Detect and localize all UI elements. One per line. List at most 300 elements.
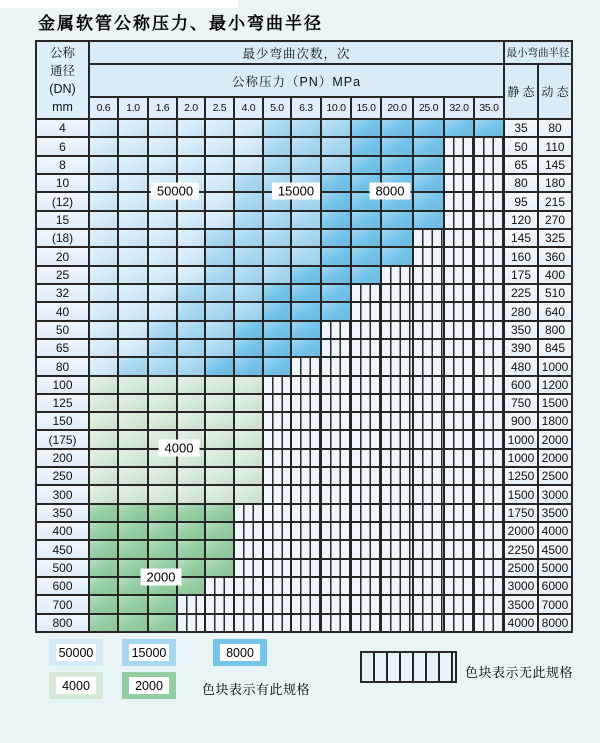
pressure-cell-z15000 — [322, 157, 350, 173]
legend-block-label: 4000 — [56, 677, 96, 694]
pressure-cell-z2000 — [119, 505, 147, 521]
pressure-cell-z4000 — [206, 377, 233, 393]
pressure-cell-no-spec — [352, 486, 380, 503]
dn-cell: (12) — [37, 193, 88, 210]
pressure-cell-no-spec — [445, 193, 473, 210]
pressure-cell-z50000 — [235, 157, 262, 173]
bend-cycles-header: 最少弯曲次数，次 — [90, 42, 503, 63]
pressure-cell-z8000 — [264, 303, 290, 320]
pressure-cell-z2000 — [149, 523, 176, 539]
pressure-cell-no-spec — [264, 431, 290, 448]
pressure-cell-z50000 — [149, 285, 176, 301]
pressure-cell-no-spec — [475, 138, 503, 155]
pressure-cell-z15000 — [206, 340, 233, 356]
pressure-cell-z4000 — [90, 468, 117, 484]
dn-cell: 65 — [37, 340, 88, 356]
pressure-cell-z2000 — [149, 596, 176, 613]
dynamic-value-cell: 3000 — [539, 486, 571, 503]
pressure-cell-z15000 — [292, 120, 320, 136]
pressure-cell-no-spec — [475, 596, 503, 613]
pressure-cell-no-spec — [322, 450, 350, 466]
pressure-cell-no-spec — [475, 285, 503, 301]
pressure-cell-no-spec — [292, 413, 320, 429]
pressure-col-1.6: 1.6 — [149, 98, 176, 118]
pressure-cell-z2000 — [90, 578, 117, 594]
pressure-cell-z4000 — [149, 377, 176, 393]
pressure-cell-no-spec — [292, 450, 320, 466]
pressure-cell-z50000 — [119, 175, 147, 191]
pressure-cell-z15000 — [178, 358, 204, 375]
pressure-cell-no-spec — [382, 377, 412, 393]
pressure-cell-z50000 — [119, 248, 147, 265]
pressure-cell-no-spec — [322, 505, 350, 521]
pressure-cell-z8000 — [352, 248, 380, 265]
pressure-cell-z2000 — [178, 578, 204, 594]
pressure-cell-no-spec — [352, 285, 380, 301]
pressure-cell-z8000 — [264, 285, 290, 301]
pressure-cell-z8000 — [352, 157, 380, 173]
dynamic-value-cell: 360 — [539, 248, 571, 265]
pressure-cell-z8000 — [292, 322, 320, 338]
pressure-cell-z50000 — [119, 212, 147, 228]
pressure-cell-z15000 — [292, 212, 320, 228]
pressure-cell-no-spec — [475, 505, 503, 521]
pressure-cell-z15000 — [119, 358, 147, 375]
pressure-cell-no-spec — [322, 541, 350, 558]
dynamic-value-cell: 4000 — [539, 523, 571, 539]
pressure-cell-z50000 — [90, 120, 117, 136]
dn-cell: 300 — [37, 486, 88, 503]
pressure-cell-no-spec — [445, 340, 473, 356]
pressure-cell-z8000 — [352, 120, 380, 136]
pressure-cell-no-spec — [235, 560, 262, 576]
pressure-cell-no-spec — [445, 450, 473, 466]
pressure-cell-z15000 — [292, 157, 320, 173]
pressure-cell-no-spec — [235, 578, 262, 594]
pressure-cell-z8000 — [352, 138, 380, 155]
pressure-cell-z50000 — [119, 138, 147, 155]
dn-cell: 800 — [37, 615, 88, 631]
pressure-cell-no-spec — [382, 505, 412, 521]
pressure-cell-z2000 — [90, 541, 117, 558]
pressure-cell-no-spec — [475, 615, 503, 631]
pressure-cell-z50000 — [119, 285, 147, 301]
dynamic-value-cell: 845 — [539, 340, 571, 356]
pressure-cell-z4000 — [206, 413, 233, 429]
pressure-cell-z8000 — [235, 340, 262, 356]
pressure-cell-z50000 — [178, 120, 204, 136]
dynamic-value-cell: 3500 — [539, 505, 571, 521]
pressure-cell-z4000 — [149, 468, 176, 484]
pressure-cell-z8000 — [322, 285, 350, 301]
pressure-cell-no-spec — [292, 541, 320, 558]
pressure-cell-z8000 — [382, 138, 412, 155]
pressure-cell-z8000 — [264, 322, 290, 338]
pressure-cell-z4000 — [206, 431, 233, 448]
legend-block-50000 — [49, 639, 103, 666]
pressure-cell-z8000 — [264, 358, 290, 375]
pressure-cell-no-spec — [414, 285, 443, 301]
pressure-cell-no-spec — [445, 578, 473, 594]
pressure-cell-z8000 — [322, 175, 350, 191]
pressure-cell-no-spec — [352, 596, 380, 613]
pressure-cell-z50000 — [90, 175, 117, 191]
pressure-cell-no-spec — [475, 395, 503, 411]
pressure-cell-no-spec — [382, 486, 412, 503]
pressure-cell-z50000 — [119, 193, 147, 210]
pressure-cell-no-spec — [322, 468, 350, 484]
pressure-cell-z2000 — [178, 523, 204, 539]
pressure-cell-z50000 — [149, 230, 176, 246]
pressure-cell-no-spec — [414, 248, 443, 265]
static-value-cell: 350 — [505, 322, 537, 338]
pressure-cell-z50000 — [119, 322, 147, 338]
legend-block-2000 — [122, 672, 176, 699]
pressure-cell-no-spec — [352, 615, 380, 631]
static-value-cell: 1000 — [505, 450, 537, 466]
pressure-cell-no-spec — [264, 578, 290, 594]
pressure-cell-z4000 — [178, 486, 204, 503]
pressure-cell-no-spec — [382, 615, 412, 631]
pressure-cell-no-spec — [414, 358, 443, 375]
pressure-cell-z15000 — [235, 303, 262, 320]
dynamic-value-cell: 180 — [539, 175, 571, 191]
dn-cell: 50 — [37, 322, 88, 338]
pressure-cell-no-spec — [414, 468, 443, 484]
pressure-cell-z8000 — [414, 175, 443, 191]
dn-cell: 32 — [37, 285, 88, 301]
pressure-cell-z8000 — [322, 230, 350, 246]
pressure-cell-z8000 — [414, 138, 443, 155]
pressure-cell-z2000 — [90, 560, 117, 576]
pressure-cell-no-spec — [382, 322, 412, 338]
pressure-cell-z8000 — [322, 212, 350, 228]
pressure-cell-z15000 — [235, 267, 262, 283]
pressure-cell-z15000 — [264, 212, 290, 228]
bend-radius-header: 最小弯曲半径 — [505, 42, 571, 63]
pressure-cell-z50000 — [119, 230, 147, 246]
zone-label-8000: 8000 — [370, 183, 411, 200]
pressure-cell-no-spec — [382, 267, 412, 283]
pressure-cell-z50000 — [206, 138, 233, 155]
pressure-cell-z15000 — [264, 157, 290, 173]
pressure-cell-z8000 — [292, 303, 320, 320]
pressure-cell-z4000 — [119, 413, 147, 429]
pressure-cell-z2000 — [178, 505, 204, 521]
pressure-cell-no-spec — [475, 358, 503, 375]
pressure-col-25.0: 25.0 — [414, 98, 443, 118]
pressure-cell-z50000 — [119, 340, 147, 356]
pressure-cell-no-spec — [475, 322, 503, 338]
pressure-cell-no-spec — [475, 377, 503, 393]
static-header: 静 态 — [505, 65, 537, 118]
pressure-cell-no-spec — [414, 230, 443, 246]
pressure-cell-z15000 — [292, 230, 320, 246]
pressure-cell-z50000 — [90, 303, 117, 320]
pressure-cell-z8000 — [382, 248, 412, 265]
pressure-cell-no-spec — [352, 303, 380, 320]
dynamic-value-cell: 2000 — [539, 431, 571, 448]
pressure-cell-z4000 — [235, 486, 262, 503]
pressure-cell-no-spec — [264, 413, 290, 429]
pressure-cell-z2000 — [206, 560, 233, 576]
pressure-cell-z15000 — [264, 230, 290, 246]
scan-white-strip — [0, 0, 238, 8]
pressure-cell-z4000 — [90, 413, 117, 429]
pressure-cell-no-spec — [352, 523, 380, 539]
legend-no-spec-swatch — [360, 651, 457, 683]
static-value-cell: 1250 — [505, 468, 537, 484]
pressure-cell-z4000 — [119, 450, 147, 466]
zone-label-15000: 15000 — [272, 183, 320, 200]
pressure-cell-no-spec — [414, 596, 443, 613]
dn-cell: (18) — [37, 230, 88, 246]
pressure-cell-z15000 — [206, 285, 233, 301]
pressure-cell-z50000 — [90, 138, 117, 155]
static-value-cell: 1000 — [505, 431, 537, 448]
pressure-cell-no-spec — [475, 175, 503, 191]
dynamic-value-cell: 640 — [539, 303, 571, 320]
pressure-cell-no-spec — [264, 468, 290, 484]
dn-cell: 25 — [37, 267, 88, 283]
dn-cell: 200 — [37, 450, 88, 466]
zone-label-2000: 2000 — [141, 569, 182, 586]
pressure-cell-z50000 — [90, 322, 117, 338]
pressure-cell-no-spec — [292, 486, 320, 503]
pressure-cell-no-spec — [445, 322, 473, 338]
pressure-cell-no-spec — [475, 340, 503, 356]
pressure-cell-no-spec — [264, 541, 290, 558]
pressure-cell-z8000 — [322, 193, 350, 210]
dynamic-value-cell: 800 — [539, 322, 571, 338]
pressure-col-20.0: 20.0 — [382, 98, 412, 118]
dn-cell: 8 — [37, 157, 88, 173]
static-value-cell: 175 — [505, 267, 537, 283]
pressure-cell-no-spec — [264, 560, 290, 576]
pressure-cell-z4000 — [119, 377, 147, 393]
pressure-cell-no-spec — [322, 560, 350, 576]
pressure-cell-z15000 — [264, 138, 290, 155]
static-value-cell: 80 — [505, 175, 537, 191]
pressure-cell-z8000 — [322, 303, 350, 320]
pressure-cell-no-spec — [414, 431, 443, 448]
pressure-cell-no-spec — [352, 431, 380, 448]
static-value-cell: 35 — [505, 120, 537, 136]
pressure-cell-no-spec — [382, 358, 412, 375]
legend-block-4000 — [49, 672, 103, 699]
pressure-cell-no-spec — [292, 523, 320, 539]
pressure-cell-z4000 — [119, 431, 147, 448]
legend-block-label: 2000 — [129, 677, 169, 694]
dn-cell: 350 — [37, 505, 88, 521]
pressure-cell-no-spec — [352, 541, 380, 558]
static-value-cell: 3500 — [505, 596, 537, 613]
pressure-cell-no-spec — [445, 468, 473, 484]
pressure-cell-z50000 — [206, 120, 233, 136]
pressure-cell-no-spec — [382, 523, 412, 539]
pressure-cell-no-spec — [292, 505, 320, 521]
pressure-cell-z8000 — [475, 120, 503, 136]
pressure-cell-no-spec — [445, 138, 473, 155]
pressure-cell-no-spec — [382, 395, 412, 411]
pressure-cell-z50000 — [206, 175, 233, 191]
dynamic-value-cell: 510 — [539, 285, 571, 301]
legend-has-spec-text: 色块表示有此规格 — [202, 682, 311, 697]
pressure-cell-no-spec — [475, 157, 503, 173]
pressure-cell-z15000 — [149, 340, 176, 356]
pressure-cell-z15000 — [149, 358, 176, 375]
legend-block-8000 — [213, 639, 267, 666]
pressure-cell-z8000 — [414, 120, 443, 136]
page-title: 金属软管公称压力、最小弯曲半径 — [38, 14, 323, 33]
pressure-col-1.0: 1.0 — [119, 98, 147, 118]
pressure-cell-z15000 — [292, 248, 320, 265]
pressure-cell-no-spec — [475, 212, 503, 228]
dn-cell: 700 — [37, 596, 88, 613]
pressure-cell-no-spec — [352, 322, 380, 338]
pressure-cell-z15000 — [149, 322, 176, 338]
pressure-cell-z2000 — [149, 615, 176, 631]
pressure-cell-no-spec — [322, 413, 350, 429]
pressure-col-5.0: 5.0 — [264, 98, 290, 118]
dn-cell: 500 — [37, 560, 88, 576]
pressure-cell-no-spec — [352, 468, 380, 484]
pressure-cell-z15000 — [178, 322, 204, 338]
pressure-col-2.0: 2.0 — [178, 98, 204, 118]
dn-cell: 15 — [37, 212, 88, 228]
pressure-cell-no-spec — [414, 578, 443, 594]
dn-cell: 100 — [37, 377, 88, 393]
pressure-cell-no-spec — [235, 505, 262, 521]
pressure-cell-z50000 — [178, 212, 204, 228]
pressure-cell-z50000 — [119, 120, 147, 136]
dynamic-value-cell: 4500 — [539, 541, 571, 558]
pressure-cell-z50000 — [206, 193, 233, 210]
pressure-cell-z2000 — [119, 615, 147, 631]
pressure-cell-z15000 — [235, 248, 262, 265]
pressure-cell-z4000 — [90, 395, 117, 411]
pressure-cell-no-spec — [475, 248, 503, 265]
pressure-cell-z4000 — [149, 413, 176, 429]
static-value-cell: 2500 — [505, 560, 537, 576]
dn-cell: 450 — [37, 541, 88, 558]
pressure-cell-z50000 — [149, 120, 176, 136]
corner-header: 公称 通径 (DN) mm — [37, 42, 88, 118]
pressure-cell-no-spec — [292, 395, 320, 411]
pressure-cell-no-spec — [382, 560, 412, 576]
pressure-cell-no-spec — [414, 303, 443, 320]
pressure-cell-z8000 — [292, 340, 320, 356]
static-value-cell: 480 — [505, 358, 537, 375]
pressure-cell-z50000 — [90, 212, 117, 228]
pressure-cell-no-spec — [475, 230, 503, 246]
pressure-cell-z8000 — [382, 230, 412, 246]
pressure-cell-z50000 — [206, 157, 233, 173]
pressure-cell-z50000 — [178, 248, 204, 265]
dynamic-value-cell: 6000 — [539, 578, 571, 594]
pressure-cell-z4000 — [235, 377, 262, 393]
zone-label-50000: 50000 — [151, 183, 199, 200]
pressure-cell-z15000 — [235, 193, 262, 210]
pressure-cell-no-spec — [322, 615, 350, 631]
pressure-cell-z15000 — [206, 248, 233, 265]
pressure-cell-no-spec — [264, 395, 290, 411]
pressure-cell-no-spec — [475, 267, 503, 283]
pressure-cell-no-spec — [382, 303, 412, 320]
pressure-cell-no-spec — [475, 541, 503, 558]
pressure-cell-z4000 — [90, 431, 117, 448]
pressure-cell-no-spec — [292, 468, 320, 484]
static-value-cell: 160 — [505, 248, 537, 265]
static-value-cell: 145 — [505, 230, 537, 246]
pressure-cell-z2000 — [90, 505, 117, 521]
pressure-cell-z8000 — [292, 267, 320, 283]
static-value-cell: 225 — [505, 285, 537, 301]
pressure-cell-no-spec — [475, 560, 503, 576]
pressure-cell-z4000 — [149, 395, 176, 411]
pressure-cell-z50000 — [149, 267, 176, 283]
pressure-cell-z50000 — [90, 267, 117, 283]
pressure-cell-no-spec — [235, 541, 262, 558]
pressure-cell-z15000 — [178, 303, 204, 320]
pressure-cell-z4000 — [206, 450, 233, 466]
pressure-cell-z50000 — [178, 230, 204, 246]
pressure-cell-no-spec — [382, 541, 412, 558]
pressure-cell-z4000 — [90, 486, 117, 503]
static-value-cell: 50 — [505, 138, 537, 155]
pressure-cell-z8000 — [352, 267, 380, 283]
pressure-cell-no-spec — [445, 560, 473, 576]
pressure-cell-z2000 — [90, 523, 117, 539]
pressure-cell-no-spec — [414, 413, 443, 429]
pressure-col-2.5: 2.5 — [206, 98, 233, 118]
pressure-cell-z4000 — [206, 395, 233, 411]
pressure-cell-no-spec — [475, 578, 503, 594]
pressure-cell-z8000 — [445, 120, 473, 136]
pressure-cell-no-spec — [475, 431, 503, 448]
pressure-cell-z15000 — [178, 340, 204, 356]
pressure-cell-no-spec — [414, 340, 443, 356]
pressure-cell-z8000 — [352, 212, 380, 228]
pressure-cell-no-spec — [352, 358, 380, 375]
pressure-cell-z50000 — [90, 157, 117, 173]
pressure-cell-z4000 — [235, 431, 262, 448]
pressure-col-10.0: 10.0 — [322, 98, 350, 118]
pressure-cell-z2000 — [206, 523, 233, 539]
pressure-cell-z15000 — [264, 267, 290, 283]
pressure-cell-no-spec — [352, 505, 380, 521]
pressure-cell-no-spec — [206, 615, 233, 631]
pressure-col-6.3: 6.3 — [292, 98, 320, 118]
static-value-cell: 65 — [505, 157, 537, 173]
pressure-cell-z50000 — [149, 138, 176, 155]
pressure-cell-z2000 — [206, 505, 233, 521]
pressure-cell-z4000 — [206, 468, 233, 484]
pressure-cell-no-spec — [206, 578, 233, 594]
dn-cell: 125 — [37, 395, 88, 411]
pressure-cell-z15000 — [235, 212, 262, 228]
pressure-cell-no-spec — [445, 267, 473, 283]
pressure-cell-z50000 — [149, 303, 176, 320]
dn-cell: 80 — [37, 358, 88, 375]
pressure-cell-no-spec — [292, 431, 320, 448]
static-value-cell: 750 — [505, 395, 537, 411]
pressure-cell-no-spec — [445, 212, 473, 228]
pressure-cell-no-spec — [322, 578, 350, 594]
pressure-cell-no-spec — [235, 523, 262, 539]
pressure-cell-no-spec — [382, 413, 412, 429]
dynamic-value-cell: 110 — [539, 138, 571, 155]
